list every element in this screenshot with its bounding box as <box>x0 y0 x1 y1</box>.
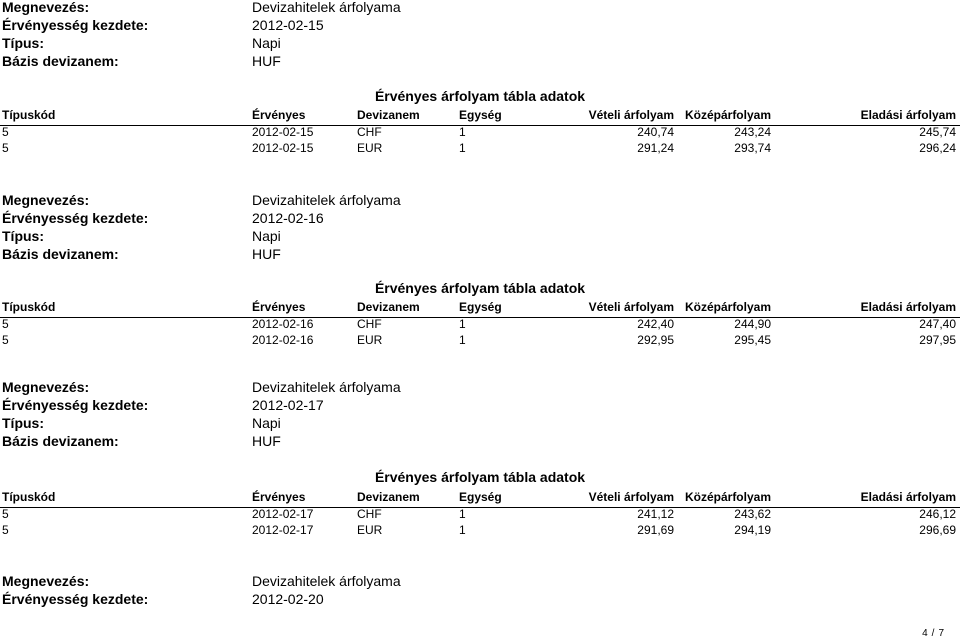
cell-unit: 1 <box>459 125 466 139</box>
cell-valid: 2012-02-17 <box>252 507 314 521</box>
name-label: Megnevezés: <box>2 0 90 15</box>
type-label: Típus: <box>2 228 44 244</box>
col-type-code: Típuskód <box>2 490 56 504</box>
table-title: Érvényes árfolyam tábla adatok <box>374 88 586 104</box>
cell-mid-rate: 243,24 <box>734 125 771 139</box>
cell-sell-rate: 297,95 <box>919 333 956 347</box>
cell-currency: EUR <box>357 523 383 537</box>
page-total: 7 <box>938 628 944 639</box>
cell-currency: CHF <box>357 507 382 521</box>
cell-unit: 1 <box>459 523 466 537</box>
cell-sell-rate: 246,12 <box>919 507 956 521</box>
valid-from-label: Érvényesség kezdete: <box>2 210 149 226</box>
cell-type-code: 5 <box>2 523 9 537</box>
col-unit: Egység <box>459 300 502 314</box>
valid-from-label: Érvényesség kezdete: <box>2 17 149 33</box>
col-valid: Érvényes <box>252 300 306 314</box>
col-buy-rate: Vételi árfolyam <box>588 490 674 504</box>
valid-from-label: Érvényesség kezdete: <box>2 591 149 607</box>
type-label: Típus: <box>2 35 44 51</box>
name-value: Devizahitelek árfolyama <box>252 573 401 589</box>
cell-sell-rate: 296,69 <box>919 523 956 537</box>
page-current: 4 <box>922 628 928 639</box>
valid-from-value: 2012-02-17 <box>252 397 324 413</box>
col-buy-rate: Vételi árfolyam <box>588 300 674 314</box>
cell-currency: EUR <box>357 333 383 347</box>
cell-buy-rate: 242,40 <box>637 317 674 331</box>
cell-type-code: 5 <box>2 317 9 331</box>
col-currency: Devizanem <box>357 108 420 122</box>
cell-buy-rate: 241,12 <box>637 507 674 521</box>
cell-valid: 2012-02-16 <box>252 317 314 331</box>
col-unit: Egység <box>459 108 502 122</box>
col-valid: Érvényes <box>252 490 306 504</box>
col-sell-rate: Eladási árfolyam <box>860 300 956 314</box>
cell-valid: 2012-02-15 <box>252 125 314 139</box>
type-label: Típus: <box>2 415 44 431</box>
name-value: Devizahitelek árfolyama <box>252 0 401 15</box>
cell-currency: CHF <box>357 317 382 331</box>
cell-type-code: 5 <box>2 333 9 347</box>
col-mid-rate: Középárfolyam <box>684 490 771 504</box>
cell-currency: CHF <box>357 125 382 139</box>
valid-from-value: 2012-02-16 <box>252 210 324 226</box>
col-sell-rate: Eladási árfolyam <box>860 108 956 122</box>
cell-unit: 1 <box>459 507 466 521</box>
cell-unit: 1 <box>459 141 466 155</box>
table-row <box>0 521 960 539</box>
cell-buy-rate: 291,24 <box>637 141 674 155</box>
table-title: Érvényes árfolyam tábla adatok <box>374 280 586 296</box>
table-row <box>0 139 960 157</box>
base-currency-label: Bázis devizanem: <box>2 433 119 449</box>
base-currency-label: Bázis devizanem: <box>2 53 119 69</box>
cell-sell-rate: 296,24 <box>919 141 956 155</box>
cell-mid-rate: 244,90 <box>734 317 771 331</box>
name-label: Megnevezés: <box>2 379 90 395</box>
type-value: Napi <box>252 228 281 244</box>
cell-valid: 2012-02-17 <box>252 523 314 537</box>
page-separator: / <box>931 628 935 639</box>
cell-valid: 2012-02-16 <box>252 333 314 347</box>
name-value: Devizahitelek árfolyama <box>252 192 401 208</box>
cell-sell-rate: 247,40 <box>919 317 956 331</box>
col-type-code: Típuskód <box>2 108 56 122</box>
col-currency: Devizanem <box>357 300 420 314</box>
col-type-code: Típuskód <box>2 300 56 314</box>
type-value: Napi <box>252 415 281 431</box>
name-value: Devizahitelek árfolyama <box>252 379 401 395</box>
base-currency-value: HUF <box>252 53 281 69</box>
cell-buy-rate: 292,95 <box>637 333 674 347</box>
col-unit: Egység <box>459 490 502 504</box>
table-row <box>0 331 960 349</box>
cell-type-code: 5 <box>2 507 9 521</box>
col-valid: Érvényes <box>252 108 306 122</box>
cell-type-code: 5 <box>2 141 9 155</box>
cell-mid-rate: 293,74 <box>734 141 771 155</box>
base-currency-value: HUF <box>252 246 281 262</box>
cell-buy-rate: 291,69 <box>637 523 674 537</box>
type-value: Napi <box>252 35 281 51</box>
col-sell-rate: Eladási árfolyam <box>860 490 956 504</box>
cell-unit: 1 <box>459 317 466 331</box>
cell-mid-rate: 243,62 <box>734 507 771 521</box>
col-buy-rate: Vételi árfolyam <box>588 108 674 122</box>
cell-unit: 1 <box>459 333 466 347</box>
name-label: Megnevezés: <box>2 573 90 589</box>
cell-valid: 2012-02-15 <box>252 141 314 155</box>
valid-from-value: 2012-02-20 <box>252 591 324 607</box>
valid-from-value: 2012-02-15 <box>252 17 324 33</box>
base-currency-value: HUF <box>252 433 281 449</box>
cell-mid-rate: 294,19 <box>734 523 771 537</box>
cell-sell-rate: 245,74 <box>919 125 956 139</box>
base-currency-label: Bázis devizanem: <box>2 246 119 262</box>
table-title: Érvényes árfolyam tábla adatok <box>374 469 586 485</box>
col-mid-rate: Középárfolyam <box>684 108 771 122</box>
cell-mid-rate: 295,45 <box>734 333 771 347</box>
col-mid-rate: Középárfolyam <box>684 300 771 314</box>
page-number <box>920 628 946 640</box>
valid-from-label: Érvényesség kezdete: <box>2 397 149 413</box>
cell-currency: EUR <box>357 141 383 155</box>
col-currency: Devizanem <box>357 490 420 504</box>
cell-type-code: 5 <box>2 125 9 139</box>
name-label: Megnevezés: <box>2 192 90 208</box>
cell-buy-rate: 240,74 <box>637 125 674 139</box>
